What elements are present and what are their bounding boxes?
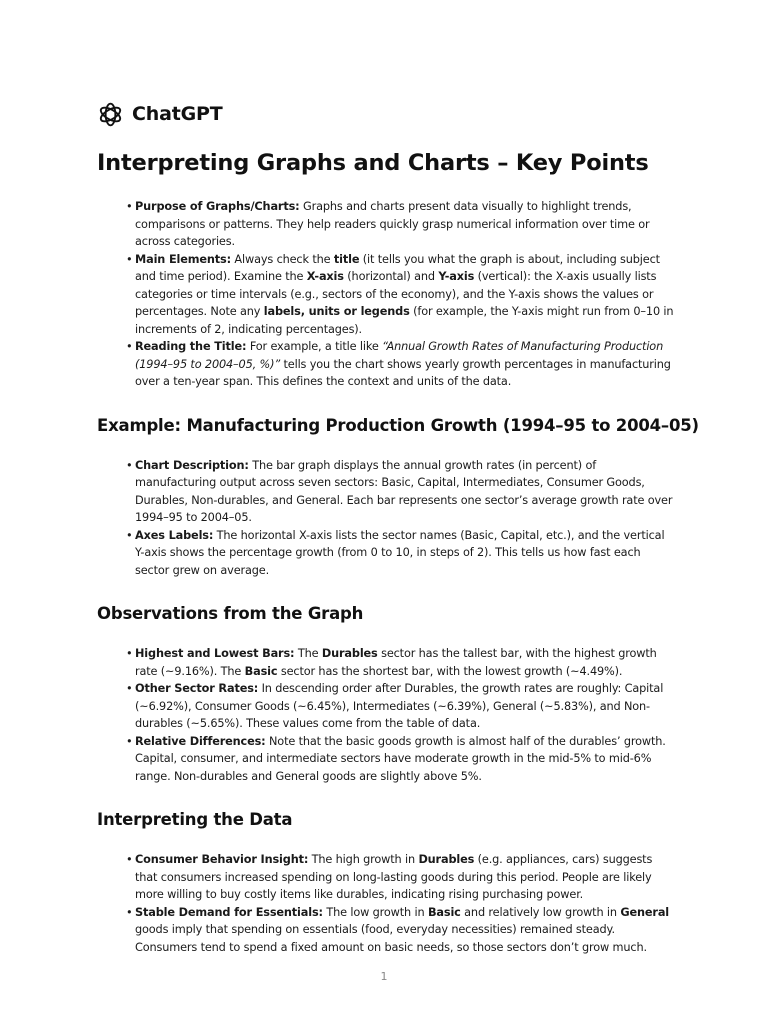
bold-text: Stable Demand for Essentials: (135, 905, 323, 919)
list-item (135, 680, 677, 733)
bold-text: labels, units or legends (263, 305, 410, 318)
list-item (135, 527, 677, 580)
bold-text: Chart Description: (135, 458, 249, 472)
bold-text: Consumer Behavior Insight: (135, 853, 309, 866)
body-text: The low growth in (322, 905, 428, 919)
section-heading: Example: Manufacturing Production Growth (1994–95 to 2004–05) (97, 415, 699, 435)
section-heading: Observations from the Graph (97, 604, 364, 623)
brand-name: ChatGPT (132, 103, 223, 125)
list-item (135, 457, 677, 527)
bold-text: Basic (427, 905, 461, 919)
bullet-list (97, 457, 677, 580)
list-item (135, 198, 677, 251)
document-content (97, 146, 699, 956)
body-text: (it tells you what the graph is about, including subject and time period). Examine the (135, 252, 660, 283)
bold-text: Relative Differences: (135, 734, 266, 748)
bold-text: Purpose of Graphs/Charts: (135, 200, 300, 213)
bold-text: Other Sector Rates: (135, 682, 259, 695)
bold-text: Axes Labels: (135, 528, 214, 542)
bullet-list (97, 645, 677, 785)
bold-text: Basic (244, 664, 278, 678)
body-text: and relatively low growth in (460, 905, 621, 919)
body-text: Always check the (230, 252, 334, 266)
openai-logo-icon (97, 101, 124, 128)
body-text: The horizontal X-axis lists the sector names (Basic, Capital, etc.), and the vertical Y-axis shows the percentage growth (from 0 to 10, in steps of 2). This tells us how fast each sector grew on average. (135, 528, 665, 577)
list-item (135, 733, 677, 786)
bold-text: Main Elements: (135, 252, 231, 266)
list-item (135, 338, 677, 391)
bold-text: Highest and Lowest Bars: (135, 647, 295, 660)
bold-text: General (620, 905, 670, 919)
body-text: Graphs and charts present data visually to highlight trends, comparisons or patterns. They help readers quickly grasp numerical information over time or across categories. (135, 200, 650, 248)
section-heading: Interpreting the Data (97, 810, 293, 829)
brand-header (97, 100, 222, 128)
body-text: sector has the shortest bar, with the lowest growth (~4.49%). (277, 664, 623, 678)
body-text: (e.g. appliances, cars) suggests that consumers increased spending on long-lasting goods during this period. People are likely more willing to buy costly items like durables, indicating rising purchasing power. (135, 853, 653, 901)
bullet-list (97, 851, 677, 956)
body-text: The (294, 647, 322, 660)
list-item (135, 904, 677, 957)
italic-text: “Annual Growth Rates of Manufacturing Production (1994–95 to 2004–05, %)” (135, 340, 664, 371)
body-text: tells you the chart shows yearly growth percentages in manufacturing over a ten-year span. This defines the context and units of the data. (135, 357, 671, 388)
body-text: In descending order after Durables, the growth rates are roughly: Capital (~6.92%), Consumer Goods (~6.45%), Intermediates (~6.39%), General (~5.83%), and Non-durables (~5.65%). These values come from the table of data. (135, 682, 664, 730)
bold-text: X-axis (306, 270, 344, 283)
body-text: (vertical): the X-axis usually lists categories or time intervals (e.g., sectors of the economy), and the Y-axis shows the values or percentages. Note any (135, 270, 657, 318)
bold-text: Reading the Title: (135, 340, 247, 353)
body-text: The bar graph displays the annual growth rates (in percent) of manufacturing output across seven sectors: Basic, Capital, Intermediates, Consumer Goods, Durables, Non-durables, and General. Each bar represents one sector’s average growth rate over 1994–95 to 2004–05. (135, 458, 673, 524)
list-item (135, 645, 677, 680)
body-text: The high growth in (308, 853, 419, 866)
bullet-list (97, 198, 677, 391)
page-title: Interpreting Graphs and Charts – Key Points (97, 150, 649, 176)
body-text: Note that the basic goods growth is almost half of the durables’ growth. Capital, consumer, and intermediate sectors have moderate growth in the mid-5% to mid-6% range. Non-durables and General goods are slightly above 5%. (135, 734, 666, 783)
bold-text: title (333, 252, 360, 266)
bold-text: Durables (321, 647, 378, 660)
body-text: sector has the tallest bar, with the highest growth rate (~9.16%). The (135, 647, 657, 678)
bold-text: Y-axis (438, 270, 475, 283)
page-number: 1 (380, 970, 388, 983)
body-text: (for example, the Y-axis might run from 0–10 in increments of 2, indicating percentages). (135, 305, 674, 336)
bold-text: Durables (418, 853, 475, 866)
body-text: (horizontal) and (343, 270, 439, 283)
list-item (135, 251, 677, 339)
list-item (135, 851, 677, 904)
body-text: goods imply that spending on essentials (food, everyday necessities) remained steady. Consumers tend to spend a fixed amount on basic needs, so those sectors don’t grow much. (135, 923, 647, 954)
body-text: For example, a title like (246, 340, 383, 353)
